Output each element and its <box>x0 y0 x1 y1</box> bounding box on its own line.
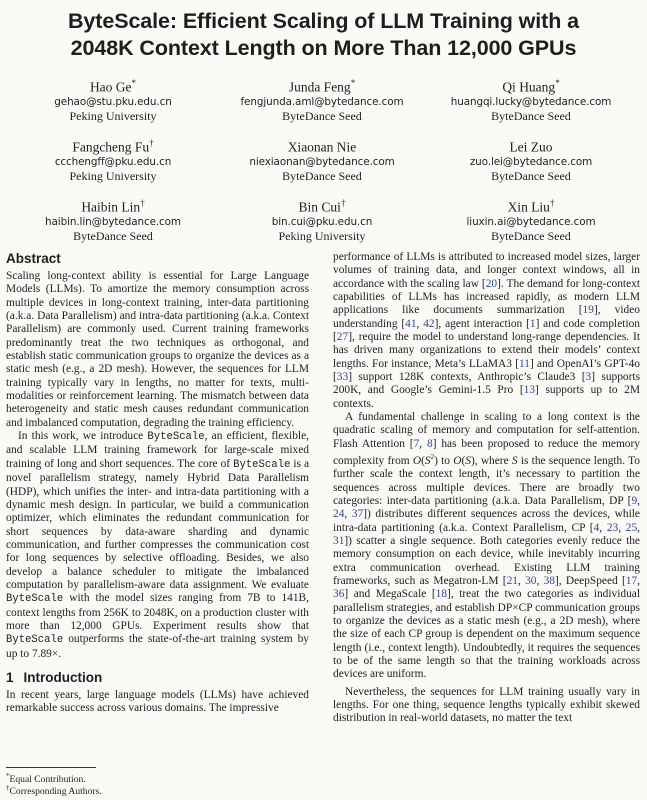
author-email[interactable]: huangqi.lucky@bytedance.com <box>450 95 612 108</box>
author-mark: † <box>340 198 346 208</box>
title-line-1: ByteScale: Efficient Scaling of LLM Training with a <box>68 9 579 33</box>
introduction-paragraph-1: In recent years, large language models (LLMs) have achieved remarkable success across various domains. The impressive <box>6 688 309 715</box>
paper-title <box>0 8 647 62</box>
author-mark: * <box>350 78 356 88</box>
author-name: Fangcheng Fu <box>72 139 150 155</box>
right-column <box>333 251 640 726</box>
author-mark: † <box>149 138 154 148</box>
author-email[interactable]: ccchengff@pku.edu.cn <box>54 155 172 168</box>
author-name: Junda Feng <box>288 79 351 95</box>
author-name: Qi Huang <box>502 79 556 95</box>
author-name: Hao Ge <box>89 79 132 95</box>
author-affiliation: Peking University <box>278 228 366 243</box>
author-name: Bin Cui <box>298 199 341 215</box>
author-block <box>8 135 218 184</box>
author-block <box>426 195 636 244</box>
abstract-paragraph-1: Scaling long-context ability is essential for Large Language Models (LLMs). To amortize the memory consumption across multiple devices in long-context training, inter-data partitioning (a.k.a. Data Parallelism) and intra-data partitioning (a.k.a. Context Parallelism) are commonly used. Current training frameworks predominantly treat the two techniques as orthogonal, and establish static communication groups to organize the devices as a static mesh (e.g., a 2D mesh). However, the sequences for LLM training typically vary in lengths, no matter for texts, multi-modalities or reinforcement learning. The mismatch between data heterogeneity and static mesh causes redundant communication and imbalanced computation, degrading the training efficiency. <box>6 270 309 429</box>
author-affiliation: ByteDance Seed <box>491 108 571 123</box>
author-block <box>8 75 218 124</box>
author-affiliation: Peking University <box>69 108 157 123</box>
author-email[interactable]: niexiaonan@bytedance.com <box>249 155 395 168</box>
introduction-paragraph-2: A fundamental challenge in scaling to a long context is the quadratic scaling of memory and computation for self-attention. Flash Attention [7, 8] has been proposed to reduce the memory complexity from $O(S^2)$ to O(S), where S is the sequence length. To further scale the context length, it’s necessary to partition the sequences across multiple devices. There are broadly two categories: inter-data partitioning (a.k.a. Data Parallelism, DP [9, 24, 37]) distributes different sequences across the devices, while intra-data partitioning (a.k.a. Context Parallelism, CP [4, 23, 25, 31]) scatter a single sequence. Both categories evenly reduce the memory consumption on each device, while inevitably incurring extra communication overhead. Existing LLM training frameworks, such as Megatron-LM [21, 30, 38], DeepSpeed [17, 36] and MegaScale [18], treat the two categories as individual parallelism strategies, and establish DP×CP communication groups to organize the devices as a static mesh (e.g., a 2D mesh), where the size of each CP group is dependent on the maximum sequence length (i.e., context length). Undoubtedly, it requires the sequences to be of the same length so that the training workloads across devices are uniform. <box>333 411 641 681</box>
introduction-paragraph-3: Nevertheless, the sequences for LLM training usually vary in lengths. For one thing, sequence lengths typically exhibit skewed distribution in real-world datasets, no matter the text <box>333 685 640 725</box>
author-mark: * <box>555 78 560 88</box>
section-title: Introduction <box>23 669 103 685</box>
introduction-heading <box>6 670 309 686</box>
author-email[interactable]: bin.cui@pku.edu.cn <box>271 215 373 228</box>
author-mark: † <box>549 198 555 208</box>
author-email[interactable]: fengjunda.aml@bytedance.com <box>240 95 404 108</box>
author-affiliation: ByteDance Seed <box>491 228 571 243</box>
footnote-equal-contribution: *Equal Contribution. <box>6 772 86 786</box>
author-mark: † <box>140 198 145 208</box>
title-line-2: 2048K Context Length on More Than 12,000 GPUs <box>70 36 577 60</box>
left-column <box>6 251 309 716</box>
introduction-paragraph-1-continued: performance of LLMs is attributed to increased model sizes, larger volumes of training data, and longer context windows, all in accordance with the scaling law [20]. The demand for long-context capabilities of LLMs has increased rapidly, as modern LLM applications like documents summarization [19], video understanding [41, 42], agent interaction [1] and code completion [27], require the model to understand long-range dependencies. It has driven many organizations to extend their models’ context lengths. For instance, Meta’s LLaMA3 [11] and OpenAI’s GPT-4o [33] support 128K contexts, Anthropic’s Claude3 [3] supports 200K, and Google’s Gemini-1.5 Pro [13] supports up to 2M contexts. <box>333 251 641 410</box>
author-block <box>8 195 218 244</box>
abstract-paragraph-2: In this work, we introduce ByteScale, an efficient, flexible, and scalable LLM training framework for large-scale mixed training of long and short sequences. The core of ByteScale is a novel parallelism strategy, namely Hybrid Data Parallelism (HDP), which unifies the inter- and intra-data partitioning with a dynamic mesh design. In particular, we build a communication optimizer, which eliminates the redundant communication for short sequences by data-aware sharding and dynamic communication, and further compresses the communication cost for long sequences by selective offloading. Besides, we also develop a balance scheduler to mitigate the imbalanced computation by parallelism-aware data assignment. We evaluate ByteScale with the model sizes ranging from 7B to 141B, context lengths from 256K to 2048K, on a production cluster with more than 12,000 GPUs. Experiment results show that ByteScale outperforms the state-of-the-art training system by up to 7.89×. <box>6 430 310 660</box>
author-email[interactable]: zuo.lei@bytedance.com <box>469 155 593 168</box>
author-email[interactable]: gehao@stu.pku.edu.cn <box>54 95 172 108</box>
author-name: Xin Liu <box>507 199 550 215</box>
author-affiliation: ByteDance Seed <box>491 168 571 183</box>
author-name: Xiaonan Nie <box>287 139 357 155</box>
author-name: Lei Zuo <box>509 139 553 155</box>
author-affiliation: ByteDance Seed <box>282 168 362 183</box>
author-affiliation: Peking University <box>69 168 157 183</box>
section-number: 1 <box>6 669 14 685</box>
author-name: Haibin Lin <box>81 199 141 215</box>
author-block <box>217 135 427 184</box>
author-affiliation: ByteDance Seed <box>282 108 362 123</box>
author-block <box>426 75 636 124</box>
footnote-corresponding-authors: †Corresponding Authors. <box>6 784 102 798</box>
author-affiliation: ByteDance Seed <box>73 228 153 243</box>
author-block <box>217 75 427 124</box>
author-email[interactable]: haibin.lin@bytedance.com <box>45 215 181 228</box>
author-email[interactable]: liuxin.ai@bytedance.com <box>466 215 596 228</box>
footnote-rule <box>6 767 96 768</box>
author-block <box>426 135 636 184</box>
author-block <box>217 195 427 244</box>
abstract-heading: Abstract <box>6 251 61 266</box>
author-mark: * <box>131 78 137 88</box>
